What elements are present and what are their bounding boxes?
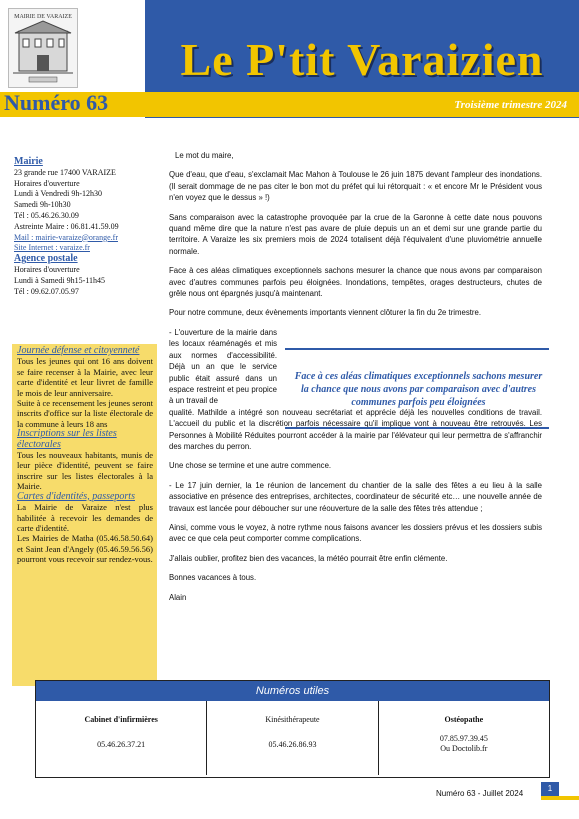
mairie-email-link[interactable]: Mail : mairie-varaize@orange.fr <box>14 232 118 242</box>
letter-paragraph: Bonnes vacances à tous. <box>169 573 257 583</box>
letter-signature: Alain <box>169 592 187 602</box>
electoral-heading: Inscriptions sur les listes électorales <box>17 428 117 450</box>
page-accent <box>541 796 579 800</box>
letter-paragraph: J'allais oublier, profitez bien des vacances, la météo pourrait être enfin clémente. <box>169 553 448 563</box>
agence-phone: Tél : 09.62.07.05.97 <box>14 286 79 296</box>
issue-number: Numéro 63 <box>4 90 109 115</box>
letter-paragraph: Une chose se termine et une autre commence. <box>169 461 332 471</box>
useful-numbers-heading: Numéros utiles <box>36 681 549 701</box>
agence-hours: Lundi à Samedi 9h15-11h45 <box>14 275 106 285</box>
jdc-text-1: Tous les jeunes qui ont 16 ans doivent se faire recenser à la Mairie, avec leur carte d'identité et leur livret de famille le mois de leur anniversaire. <box>17 356 153 398</box>
jdc-heading: Journée défense et citoyenneté <box>17 345 140 356</box>
contact-osteo <box>379 701 549 775</box>
letter-paragraph: Sans comparaison avec la catastrophe provoquée par la crue de la Garonne à cette date nous pouvons quand même dire que la nature n'est pas avare de pluie depuis un an et demi sur une grande partie du territoire. A Varaize les six premiers mois de 2024 totalisent déjà l'équivalent d'une pluviométrie annuelle normale. <box>169 212 542 256</box>
letter-paragraph: Ainsi, comme vous le voyez, à notre rythme nous faisons avancer les dossiers prévus et les dossiers subis avec ce que cela peut comporter comme complications. <box>169 522 542 544</box>
letter-paragraph: - L'ouverture de la mairie dans les locaux réaménagés et mis aux normes d'accessibilité. Déjà un an que le service public était assuré dans un espace restreint et peu propice à un travail de <box>169 327 277 406</box>
contact-name: Cabinet d'infirmières <box>84 715 158 724</box>
letter-paragraph: Face à ces aléas climatiques exceptionnels sachons mesurer la chance que nous avons par comparaison avec d'autres communes parfois peu éloignées. Inondations, tempêtes, orages destructeurs, chutes de grêle nous ont épargnés jusqu'à maintenant. <box>169 266 542 299</box>
mairie-hours-heading: Horaires d'ouverture <box>14 178 80 188</box>
mairie-hours-saturday: Samedi 9h-10h30 <box>14 200 71 210</box>
contact-booking: Ou Doctolib.fr <box>440 744 488 753</box>
quarter-label: Troisième trimestre 2024 <box>454 99 567 111</box>
contact-sidebar <box>14 157 140 297</box>
contact-name: Kinésithérapeute <box>265 715 320 724</box>
contact-phone: 05.46.26.37.21 <box>97 740 146 749</box>
contact-name: Ostéopathe <box>444 715 484 724</box>
mairie-logo <box>8 8 78 88</box>
id-cards-heading: Cartes d'identités, passeports <box>17 490 135 502</box>
contact-physio <box>207 701 378 775</box>
website-link[interactable]: Site Internet : varaize.fr <box>14 243 90 253</box>
contact-phone: 05.46.26.86.93 <box>268 740 317 749</box>
pull-quote: Face à ces aléas climatiques exceptionnels sachons mesurer la chance que nous avons par comparaison avec d'autres communes parfois peu éloignées <box>294 371 543 408</box>
agence-hours-heading: Horaires d'ouverture <box>14 264 80 274</box>
footer-text: Numéro 63 - Juillet 2024 <box>436 789 524 798</box>
contact-nurses <box>36 701 207 775</box>
mairie-address: 23 grande rue 17400 VARAIZE <box>14 167 116 177</box>
letter-paragraph: qualité. Mathilde a intégré son nouveau secrétariat et apprécie déjà les nouvelles conditions de travail. L'accueil du public et la discrétion parfois nécessaire qu'il implique vont à nouveau être retrouvés. Les Personnes à Mobilité Réduites pourront accéder à la mairie par l'élévateur qui leur permettra de s'affranchir des marches du perron. <box>169 407 542 451</box>
contact-phone: 07.85.97.39.45 <box>439 734 488 743</box>
info-box-content <box>17 346 153 565</box>
jdc-text-2: Suite à ce recensement les jeunes seront inscrits d'office sur la liste électorale de la commune à leurs 18 ans <box>17 398 153 429</box>
page-number: 1 <box>541 782 559 796</box>
mairie-hours-weekday: Lundi à Vendredi 9h-12h30 <box>14 189 103 199</box>
letter-paragraph: Pour notre commune, deux évènements importants viennent clôturer la fin du 2e trimestre. <box>169 308 482 318</box>
mairie-heading: Mairie <box>14 156 43 167</box>
electoral-text: Tous les nouveaux habitants, munis de leur pièce d'identité, peuvent se faire inscrire sur les listes électorales à la Mairie. <box>17 450 153 492</box>
newsletter-title: Le P'tit Varaizien <box>180 34 544 85</box>
logo-text: MAIRIE DE VARAIZE <box>14 14 72 20</box>
id-cards-text-1: La Mairie de Varaize n'est plus habilitée à recevoir les demandes de carte d'identité. <box>17 502 153 533</box>
astreinte-phone: Astreinte Maire : 06.81.41.59.09 <box>14 221 119 231</box>
agence-heading: Agence postale <box>14 253 78 265</box>
useful-numbers <box>35 680 550 778</box>
letter-paragraph: Que d'eau, que d'eau, s'exclamait Mac Mahon à Toulouse le 26 juin 1875 devant l'ampleur des inondations. (Il serait dommage de ne pas citer le bon mot du préfet qui lui rétorquait : « et encore Mr le Président vous n'en voyez que le dessus » !) <box>169 170 542 203</box>
mairie-phone: Tél : 05.46.26.30.09 <box>14 210 79 220</box>
letter-intro: Le mot du maire, <box>175 151 234 160</box>
letter-paragraph: - Le 17 juin dernier, la 1e réunion de lancement du chantier de la salle des fêtes a eu lieu à la salle associative en présence des entreprises, architectes, coordinateur de sécurité etc… une nouvelle année de travaux est lancée pour déboucher sur une réouverture de la salle des fêtes très attendue ; <box>169 480 542 513</box>
id-cards-text-2: Les Mairies de Matha (05.46.58.50.64) et Saint Jean d'Angely (05.46.59.56.56) pourront vous recevoir sur rendez-vous. <box>17 533 153 565</box>
